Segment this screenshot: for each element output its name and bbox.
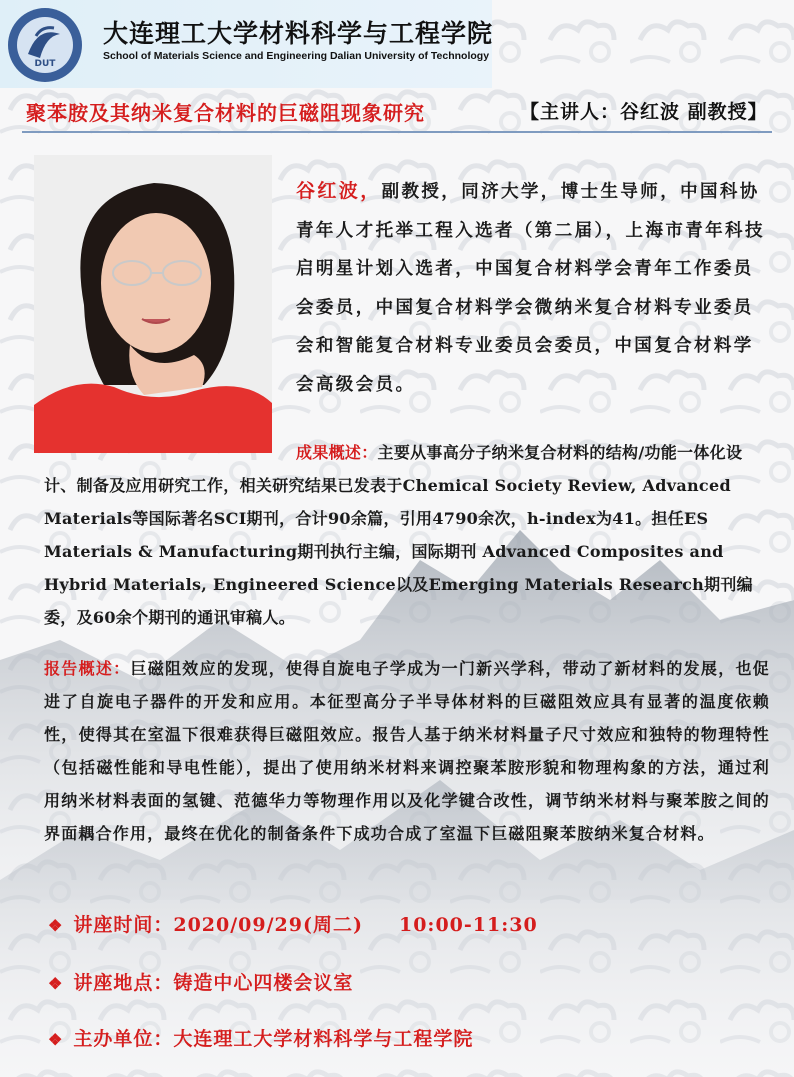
speaker-tag: 【主讲人：谷红波 副教授】 [520,101,768,123]
host-value: 大连理工大学材料科学与工程学院 [173,1028,474,1050]
host-row [48,1024,473,1051]
school-name-en: School of Materials Science and Engineering Dalian University of Technology [103,50,490,62]
time-range: 10:00-11:30 [398,914,538,936]
time-label: 讲座时间： [73,914,174,936]
lecture-time-row [48,910,538,937]
school-name-cn: 大连理工大学材料科学与工程学院 [103,19,494,48]
report-label: 报告概述： [44,659,131,678]
place-value: 铸造中心四楼会议室 [173,972,354,994]
speaker-name: 谷红波， [296,180,382,202]
place-label: 讲座地点： [73,972,174,994]
achievement-summary [44,436,770,634]
diamond-bullet-icon: ❖ [48,916,64,935]
title-divider [22,131,772,133]
speaker-bio [296,172,768,404]
speaker-photo [34,155,272,453]
report-summary [44,652,770,850]
achievement-text: 主要从事高分子纳米复合材料的结构/功能一体化设计、制备及应用研究工作，相关研究结果已发表于Chemical Society Review, Advanced Materials等国际著名SCI期刊，合计90余篇，引用4790余次，h-index为41。担任ES Materials & Manufacturing期刊执行主编，国际期刊 Advanced Composites and Hybrid Materials, Engineered Science以及Emerging Materials Research期刊编委，及60余个期刊的通讯审稿人。 [44,443,753,627]
time-value: 2020/09/29(周二) [173,914,363,936]
report-text: 巨磁阻效应的发现，使得自旋电子学成为一门新兴学科，带动了新材料的发展，也促进了自旋电子器件的开发和应用。本征型高分子半导体材料的巨磁阻效应具有显著的温度依赖性，使得其在室温下很难获得巨磁阻效应。报告人基于纳米材料量子尺寸效应和独特的物理特性（包括磁性能和导电性能），提出了使用纳米材料来调控聚苯胺形貌和物理构象的方法，通过利用纳米材料表面的氢键、范德华力等物理作用以及化学键合改性，调节纳米材料与聚苯胺之间的界面耦合作用，最终在优化的制备条件下成功合成了室温下巨磁阻聚苯胺纳米复合材料。 [44,659,770,843]
achievement-label: 成果概述： [296,443,378,462]
logo-text: DUT [34,59,56,69]
university-logo-icon [6,6,84,84]
host-label: 主办单位： [73,1028,174,1050]
bio-text: 副教授，同济大学，博士生导师，中国科协青年人才托举工程入选者（第二届），上海市青年科技启明星计划入选者，中国复合材料学会青年工作委员会委员，中国复合材料学会微纳米复合材料专业委员会和智能复合材料专业委员会委员，中国复合材料学会高级会员。 [296,182,765,395]
lecture-title: 聚苯胺及其纳米复合材料的巨磁阻现象研究 [26,101,425,125]
lecture-place-row [48,968,353,995]
speaker-portrait-image [34,155,272,453]
diamond-bullet-icon: ❖ [48,1030,64,1049]
diamond-bullet-icon: ❖ [48,974,64,993]
